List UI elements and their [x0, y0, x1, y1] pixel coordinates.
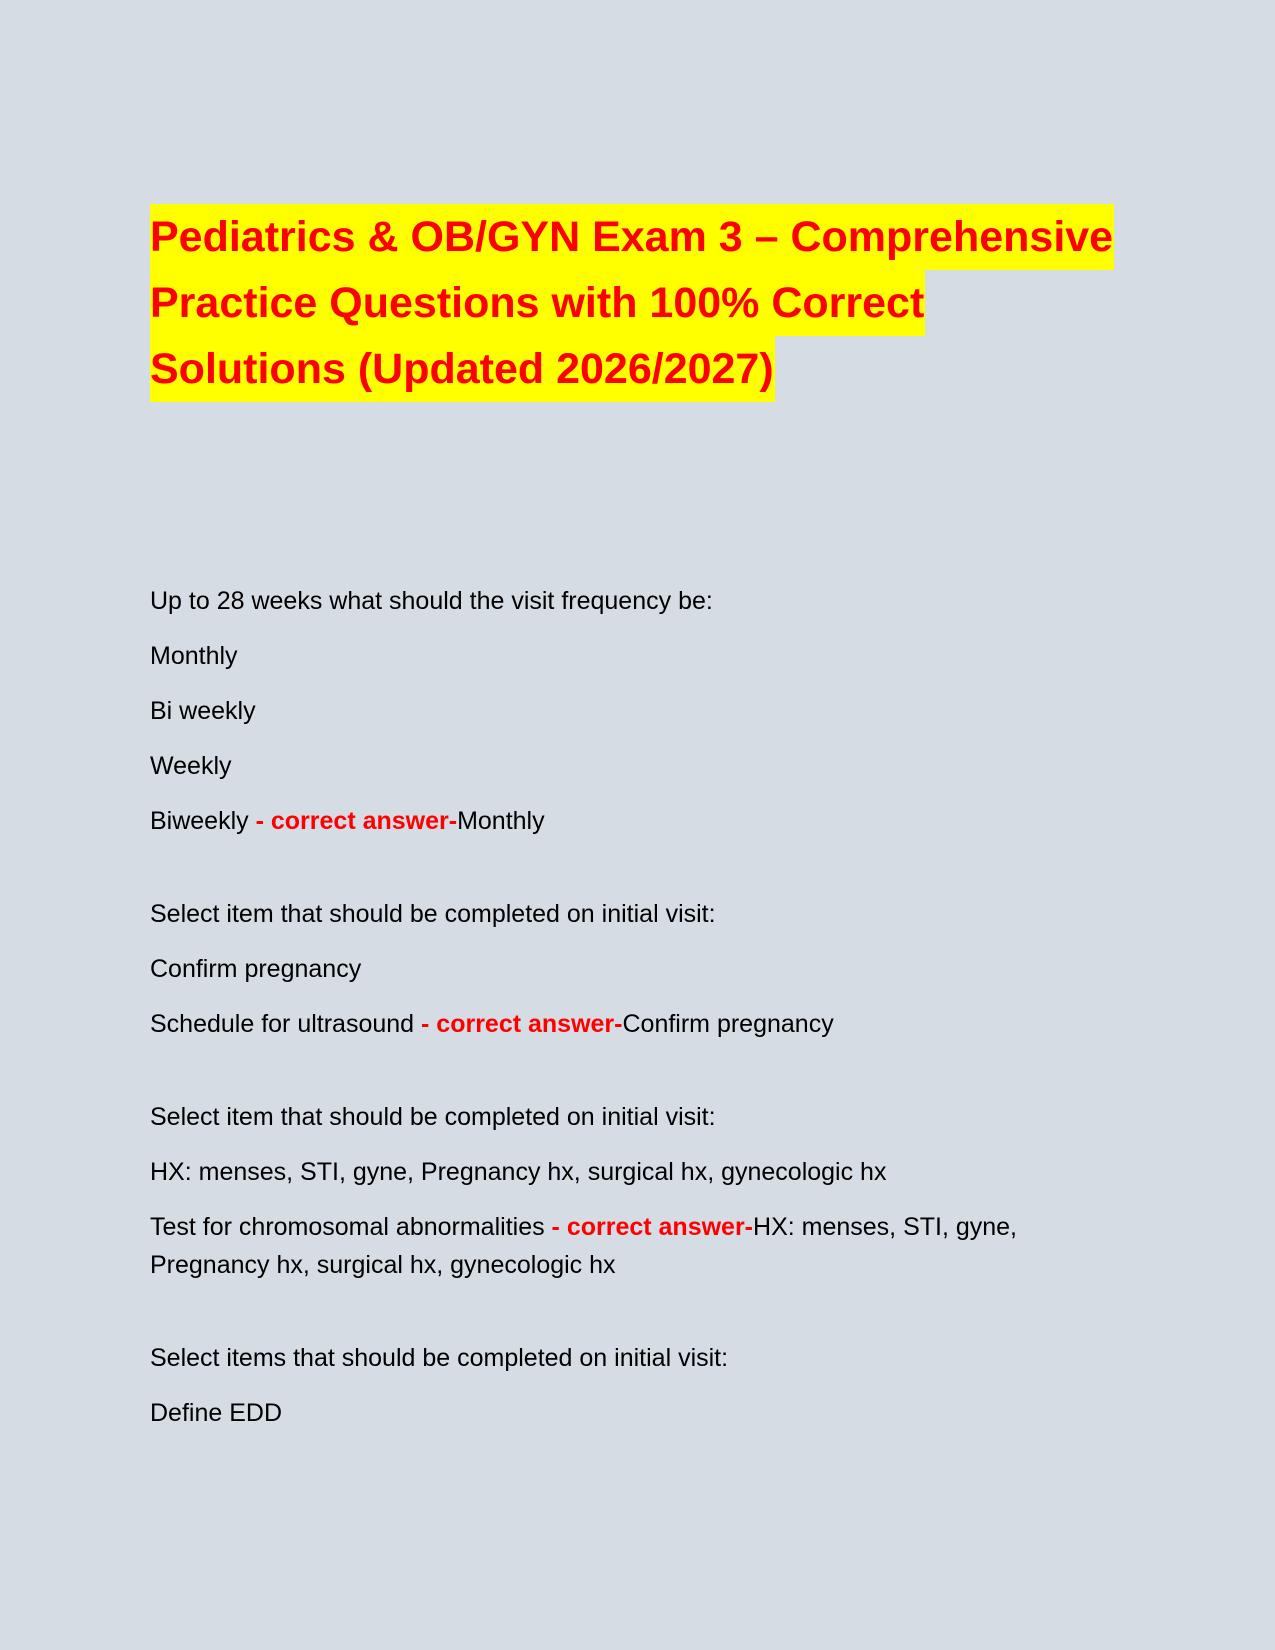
question-text: Select item that should be completed on initial visit:: [150, 900, 716, 928]
question-block: [150, 582, 1140, 840]
correct-answer-marker: - correct answer-: [421, 1010, 623, 1038]
document-page: [150, 204, 1140, 1487]
answer-option: Biweekly: [150, 807, 249, 835]
question-list: [150, 582, 1140, 1432]
answer-line: [150, 1208, 1140, 1284]
document-title: [150, 204, 1140, 402]
answer-line: [150, 802, 1140, 840]
question-text: Up to 28 weeks what should the visit frequency be:: [150, 587, 713, 615]
answer-option: Test for chromosomal abnormalities: [150, 1213, 545, 1241]
question-text: Select item that should be completed on initial visit:: [150, 1103, 716, 1131]
title-line: Solutions (Updated 2026/2027): [150, 336, 775, 402]
correct-answer: HX: menses, STI, gyne, Pregnancy hx, surgical hx, gynecologic hx: [150, 1213, 1018, 1279]
answer-option: Bi weekly: [150, 697, 256, 725]
answer-line: [150, 1005, 1140, 1043]
title-line: Practice Questions with 100% Correct: [150, 270, 925, 336]
correct-answer-marker: - correct answer-: [255, 807, 458, 835]
title-line: Pediatrics & OB/GYN Exam 3 – Comprehensive: [150, 204, 1114, 270]
answer-option: Schedule for ultrasound: [150, 1010, 415, 1038]
answer-option: Confirm pregnancy: [150, 955, 362, 983]
question-block: [150, 895, 1140, 1043]
question-text: Select items that should be completed on initial visit:: [150, 1344, 729, 1372]
answer-option: Weekly: [150, 752, 232, 780]
answer-option: HX: menses, STI, gyne, Pregnancy hx, surgical hx, gynecologic hx: [150, 1158, 887, 1186]
correct-answer-marker: - correct answer-: [551, 1213, 754, 1241]
question-block: [150, 1098, 1140, 1284]
answer-option: Monthly: [150, 642, 238, 670]
question-block: [150, 1339, 1140, 1432]
correct-answer: Monthly: [457, 807, 545, 835]
correct-answer: Confirm pregnancy: [622, 1010, 834, 1038]
answer-option: Define EDD: [150, 1399, 282, 1427]
